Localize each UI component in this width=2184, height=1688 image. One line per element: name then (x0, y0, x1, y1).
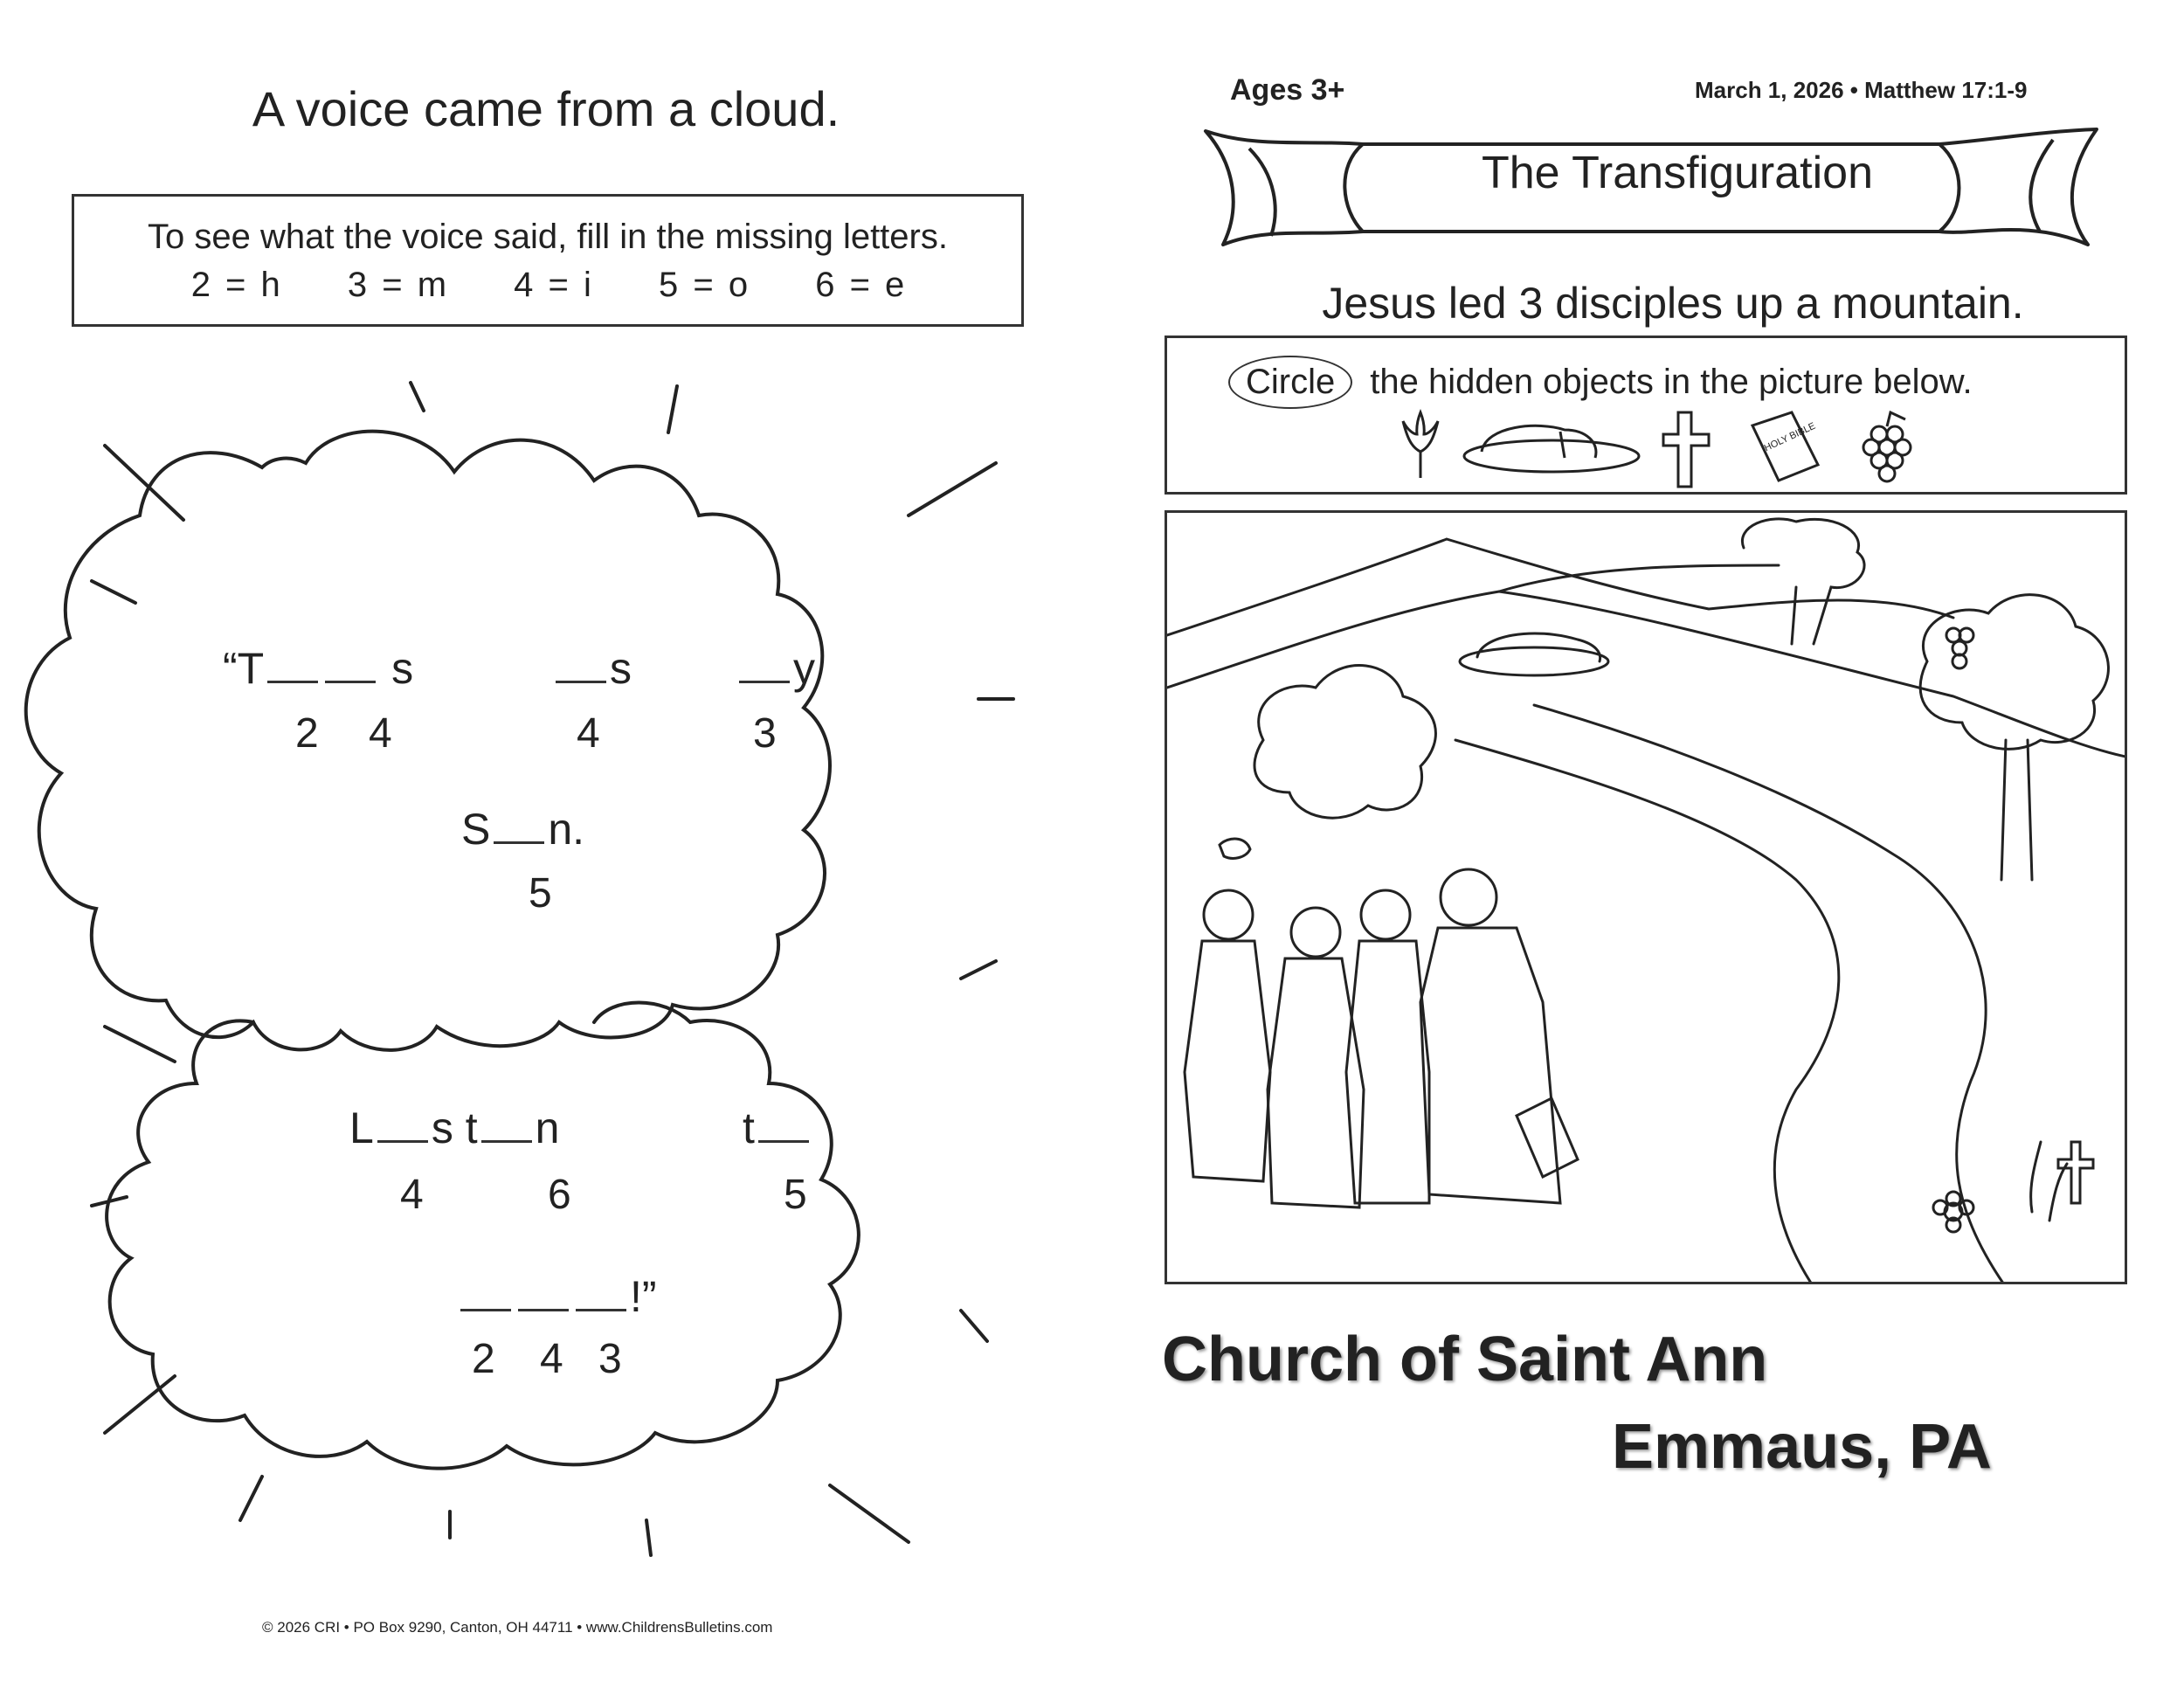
age-label: Ages 3+ (1230, 73, 1345, 107)
blank-number: 5 (529, 870, 552, 917)
puzzle-line-1 (223, 643, 413, 694)
tree-top (1742, 519, 1864, 644)
blank-6[interactable] (481, 1105, 532, 1143)
circle-word: Circle (1228, 356, 1352, 409)
puzzle-letter: “T (223, 644, 265, 693)
instructions-text: To see what the voice said, fill in the missing letters. (148, 218, 948, 256)
key-item: 3 = m (347, 266, 447, 304)
hidden-bible (1517, 1098, 1578, 1177)
puzzle-letter: n. (548, 805, 585, 854)
hidden-objects-row (1386, 404, 1945, 491)
cloud-illustration (0, 332, 1092, 1599)
hidden-dove (1220, 839, 1250, 858)
jesus (1420, 869, 1560, 1203)
puzzle-letter: n (535, 1103, 560, 1152)
key-item: 4 = i (514, 266, 591, 304)
blank-number: 4 (369, 710, 392, 757)
blank-4[interactable] (556, 646, 606, 683)
banner-title: The Transfiguration (1481, 148, 1874, 198)
puzzle-letter: L (349, 1103, 374, 1152)
blank-4[interactable] (518, 1274, 569, 1311)
blank-3[interactable] (739, 646, 790, 683)
puzzle-word-is (552, 643, 632, 694)
bread-icon (1464, 425, 1639, 472)
tree-right (1920, 595, 2108, 880)
ray (411, 383, 424, 411)
blank-5[interactable] (758, 1105, 809, 1143)
puzzle-line-4 (457, 1271, 657, 1322)
key-item: 6 = e (815, 266, 905, 304)
hidden-bread (1460, 633, 1608, 675)
puzzle-word-to (743, 1103, 812, 1153)
puzzle-letter: s t (431, 1103, 478, 1152)
cross-icon (1663, 412, 1709, 487)
blank-number: 3 (753, 710, 777, 757)
church-city: Emmaus, PA (1612, 1412, 1992, 1482)
instructions-box (72, 194, 1024, 327)
blank-2[interactable] (267, 646, 318, 683)
blank-5[interactable] (494, 806, 544, 844)
puzzle-letter: S (461, 805, 491, 854)
left-page-title: A voice came from a cloud. (252, 81, 840, 136)
puzzle-letter: !” (630, 1272, 657, 1321)
copyright-footer: © 2026 CRI • PO Box 9290, Canton, OH 44711 • www.ChildrensBulletins.com (262, 1619, 773, 1636)
blank-4[interactable] (377, 1105, 428, 1143)
disciple-1 (1185, 890, 1270, 1181)
key-item: 5 = o (659, 266, 749, 304)
church-name: Church of Saint Ann (1162, 1325, 1768, 1394)
letter-key (74, 266, 1021, 305)
puzzle-line-2 (461, 804, 584, 854)
blank-number: 3 (598, 1336, 622, 1382)
blank-number: 6 (548, 1172, 571, 1218)
blank-number: 4 (540, 1336, 563, 1382)
circle-instruction-text: the hidden objects in the picture below. (1370, 363, 1973, 401)
date-reference: March 1, 2026 • Matthew 17:1-9 (1695, 77, 2028, 103)
tree-left (1254, 666, 1435, 819)
blank-number: 2 (295, 710, 319, 757)
blank-number: 4 (577, 710, 600, 757)
puzzle-line-3 (349, 1103, 559, 1153)
blank-3[interactable] (576, 1274, 626, 1311)
bible-icon (1752, 412, 1818, 481)
blank-number: 2 (472, 1336, 495, 1382)
grapes-icon (1863, 412, 1911, 481)
hidden-objects-box (1165, 336, 2127, 495)
puzzle-letter: s (391, 644, 414, 693)
puzzle-word-my (736, 643, 815, 694)
blank-2[interactable] (460, 1274, 511, 1311)
disciple-3 (1346, 890, 1429, 1203)
hidden-objects-instruction (1228, 356, 1973, 409)
hidden-grapes (1946, 628, 1973, 668)
blank-4[interactable] (325, 646, 376, 683)
subheading: Jesus led 3 disciples up a mountain. (1322, 279, 2024, 328)
blank-number: 4 (400, 1172, 424, 1218)
key-item: 2 = h (190, 266, 280, 304)
puzzle-letter: y (793, 644, 815, 693)
puzzle-letter: t (743, 1103, 755, 1152)
dove-icon (1403, 412, 1438, 478)
road-to-emmaus-scene (1165, 510, 2127, 1284)
svg-text:HOLY BIBLE: HOLY BIBLE (1762, 420, 1818, 454)
puzzle-letter: s (610, 644, 632, 693)
blank-number: 5 (784, 1172, 807, 1218)
disciple-2 (1268, 908, 1364, 1207)
